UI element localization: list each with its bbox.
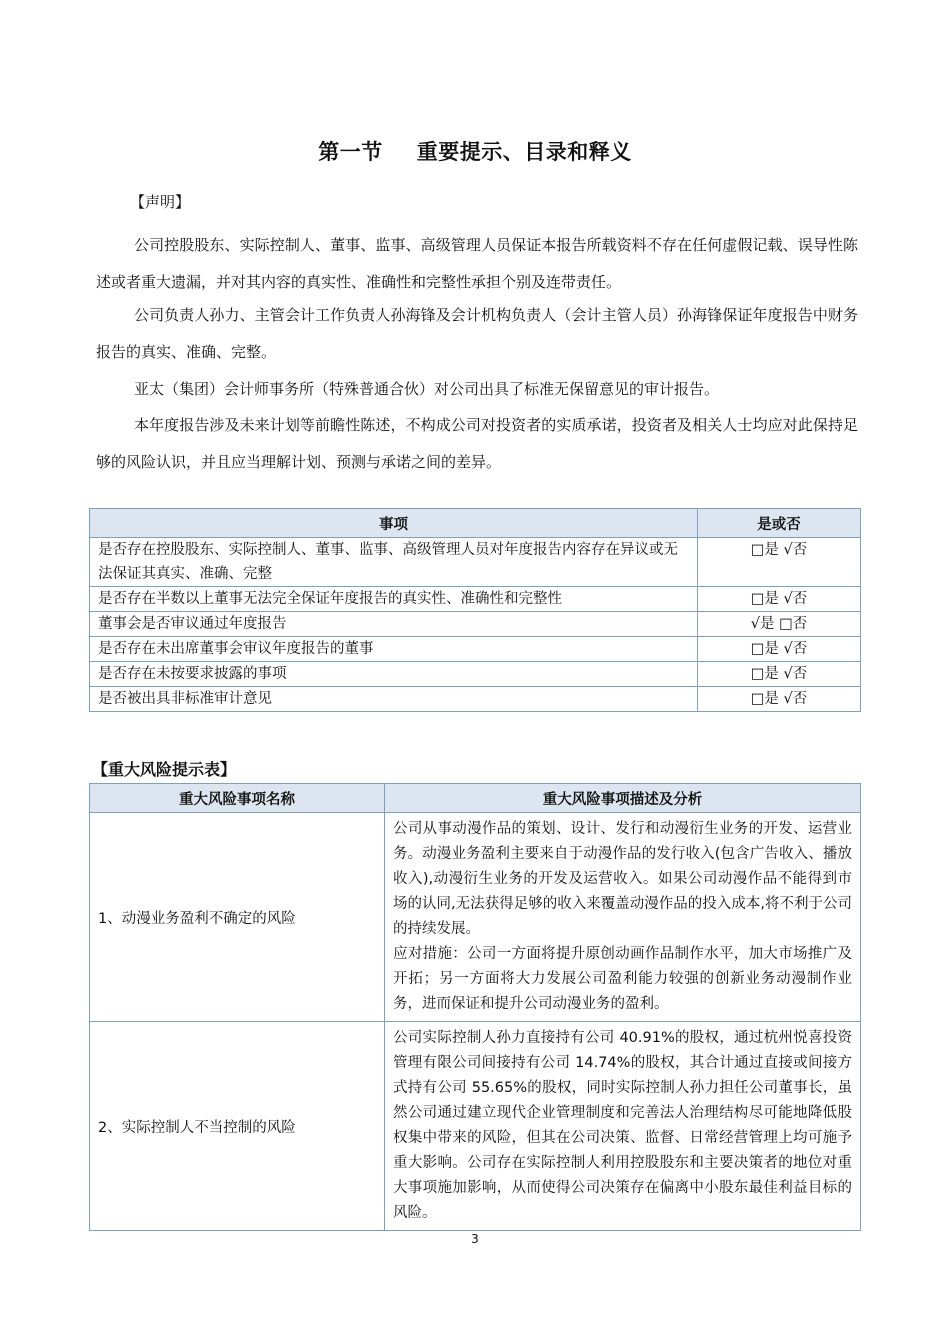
risk-table-heading: 【重大风险提示表】 (92, 760, 237, 779)
declaration-paragraph-1: 公司控股股东、实际控制人、董事、监事、高级管理人员保证本报告所载资料不存在任何虚假记载、误导性陈述或者重大遗漏，并对其内容的真实性、准确性和完整性承担个别及连带责任。 (96, 236, 858, 291)
matters-header-answer: 是或否 (698, 509, 861, 538)
risk-header-row (90, 784, 861, 813)
section-number: 第一节 (318, 140, 383, 164)
matters-header-item: 事项 (90, 509, 698, 538)
table-row (90, 587, 861, 612)
matters-table (89, 508, 861, 712)
risk-description-cell (385, 813, 861, 1022)
page-number: 3 (471, 1232, 479, 1246)
risk-description: 公司从事动漫作品的策划、设计、发行和动漫衍生业务的开发、运营业务。动漫业务盈利主要来自于动漫作品的发行收入(包含广告收入、播放收入),动漫衍生业务的开发及运营收入。如果公司动漫作品不能得到市场的认同,无法获得足够的收入来覆盖动漫作品的投入成本,将不利于公司的持续发展。 (393, 821, 852, 937)
risk-header-name: 重大风险事项名称 (90, 784, 385, 813)
declaration-paragraph-3: 亚太（集团）会计师事务所（特殊普通合伙）对公司出具了标准无保留意见的审计报告。 (134, 380, 720, 398)
table-row (90, 813, 861, 1022)
risk-description-cell (385, 1022, 861, 1231)
matter-answer: □是 √否 (698, 587, 861, 612)
matter-answer: □是 √否 (698, 538, 861, 587)
matter-answer: □是 √否 (698, 637, 861, 662)
declaration-paragraph-4: 本年度报告涉及未来计划等前瞻性陈述，不构成公司对投资者的实质承诺，投资者及相关人士均应对此保持足够的风险认识，并且应当理解计划、预测与承诺之间的差异。 (96, 416, 858, 471)
risk-description: 公司实际控制人孙力直接持有公司 40.91%的股权，通过杭州悦喜投资管理有限公司间接持有公司 14.74%的股权，其合计通过直接或间接方式持有公司 55.65%的股权，同时实际控制人孙力担任公司董事长，虽然公司通过建立现代企业管理制度和完善法人治理结构尽可能地降低股权集中带来的风险，但其在公司决策、监督、日常经营管理上均可施予重大影响。公司存在实际控制人利用控股股东和主要决策者的地位对重大事项施加影响，从而使得公司决策存在偏离中小股东最佳利益目标的风险。 (393, 1030, 852, 1221)
declaration-paragraph-2: 公司负责人孙力、主管会计工作负责人孙海锋及会计机构负责人（会计主管人员）孙海锋保证年度报告中财务报告的真实、准确、完整。 (96, 306, 858, 361)
matter-item: 是否存在未出席董事会审议年度报告的董事 (90, 637, 698, 662)
risk-table (89, 783, 861, 1231)
declaration-label: 【声明】 (130, 193, 191, 211)
risk-name: 2、实际控制人不当控制的风险 (90, 1022, 385, 1231)
matter-answer: √是 □否 (698, 612, 861, 637)
matters-header-row (90, 509, 861, 538)
table-row (90, 662, 861, 687)
table-row (90, 612, 861, 637)
section-name: 重要提示、目录和释义 (416, 140, 632, 164)
matter-item: 是否被出具非标准审计意见 (90, 687, 698, 712)
matter-item: 是否存在半数以上董事无法完全保证年度报告的真实性、准确性和完整性 (90, 587, 698, 612)
table-row (90, 637, 861, 662)
matter-item: 是否存在控股股东、实际控制人、董事、监事、高级管理人员对年度报告内容存在异议或无法保证其真实、准确、完整 (90, 538, 698, 587)
matter-item: 董事会是否审议通过年度报告 (90, 612, 698, 637)
matter-answer: □是 √否 (698, 687, 861, 712)
matter-item: 是否存在未按要求披露的事项 (90, 662, 698, 687)
matter-answer: □是 √否 (698, 662, 861, 687)
risk-measures: 应对措施：公司一方面将提升原创动画作品制作水平，加大市场推广及开拓；另一方面将大力发展公司盈利能力较强的创新业务动漫制作业务，进而保证和提升公司动漫业务的盈利。 (393, 946, 852, 1012)
risk-header-desc: 重大风险事项描述及分析 (385, 784, 861, 813)
table-row (90, 1022, 861, 1231)
table-row (90, 687, 861, 712)
section-title (0, 136, 950, 166)
risk-name: 1、动漫业务盈利不确定的风险 (90, 813, 385, 1022)
table-row (90, 538, 861, 587)
